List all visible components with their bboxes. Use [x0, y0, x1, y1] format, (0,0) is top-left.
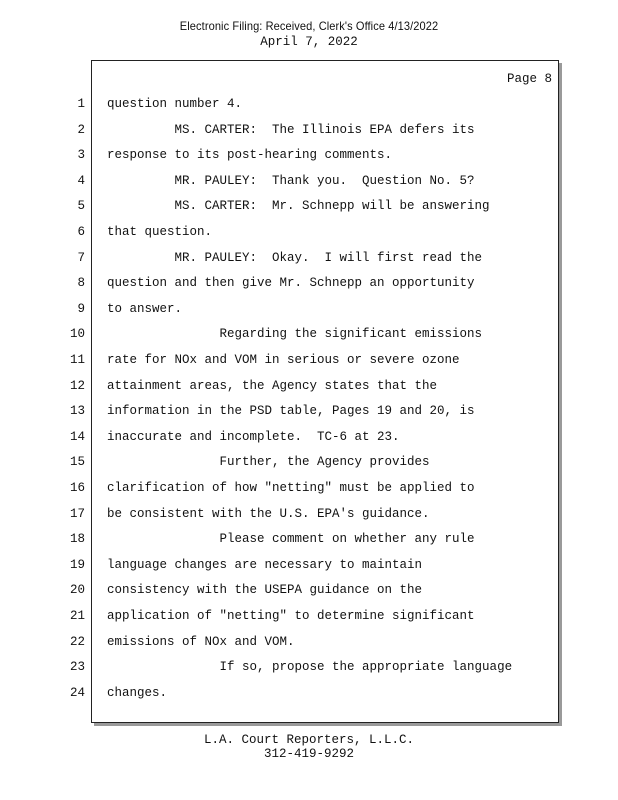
line-number: 24: [69, 685, 85, 700]
line-number: 5: [77, 199, 85, 214]
filing-stamp: Electronic Filing: Received, Clerk's Office 4/13/2022: [179, 19, 439, 33]
line-number: 2: [77, 122, 85, 137]
line-text: consistency with the USEPA guidance on the: [107, 583, 423, 598]
line-number: 18: [69, 532, 85, 547]
line-text: MS. CARTER: Mr. Schnepp will be answering: [107, 199, 490, 214]
line-number: 22: [69, 634, 85, 649]
line-text: Further, the Agency provides: [107, 455, 430, 470]
line-number: 21: [69, 609, 85, 623]
line-number: 19: [69, 557, 85, 572]
line-number: 11: [69, 353, 85, 367]
line-text: MR. PAULEY: Thank you. Question No. 5?: [107, 173, 475, 188]
line-text: If so, propose the appropriate language: [107, 660, 513, 675]
line-text: that question.: [107, 225, 213, 239]
line-text: to answer.: [107, 301, 183, 316]
line-text: question and then give Mr. Schnepp an opportunity: [107, 276, 475, 291]
line-number: 6: [77, 225, 85, 239]
reporter-company: L.A. Court Reporters, L.L.C.: [203, 733, 415, 747]
line-number: 7: [77, 250, 85, 265]
transcript-date: April 7, 2022: [260, 35, 358, 49]
line-text: rate for NOx and VOM in serious or severe ozone: [107, 353, 460, 367]
line-text: clarification of how "netting" must be applied to: [107, 481, 475, 495]
line-number: 13: [69, 404, 85, 419]
line-text: be consistent with the U.S. EPA's guidance.: [107, 506, 430, 521]
line-text: question number 4.: [107, 97, 243, 111]
line-number: 1: [77, 97, 85, 111]
line-text: MR. PAULEY: Okay. I will first read the: [107, 250, 483, 265]
line-text: language changes are necessary to maintain: [107, 557, 423, 572]
reporter-phone: 312-419-9292: [263, 747, 354, 761]
line-number: 9: [77, 301, 85, 316]
line-number: 10: [69, 327, 85, 342]
line-number: 4: [77, 173, 85, 188]
line-number: 17: [69, 506, 85, 521]
transcript-page: [69, 60, 559, 723]
line-text: response to its post-hearing comments.: [107, 148, 393, 163]
line-text: application of "netting" to determine significant: [107, 609, 475, 623]
line-number: 14: [69, 429, 85, 444]
line-number: 20: [69, 583, 85, 598]
line-number: 23: [69, 660, 85, 675]
page-number: Page 8: [506, 72, 552, 86]
line-text: MS. CARTER: The Illinois EPA defers its: [107, 122, 475, 137]
line-number: 16: [69, 481, 85, 495]
line-number: 12: [69, 378, 85, 393]
line-text: information in the PSD table, Pages 19 and 20, is: [107, 404, 475, 419]
line-text: changes.: [107, 685, 168, 700]
line-text: emissions of NOx and VOM.: [107, 634, 295, 649]
line-text: inaccurate and incomplete. TC-6 at 23.: [107, 429, 400, 444]
line-text: attainment areas, the Agency states that the: [107, 378, 438, 393]
line-number: 15: [69, 455, 85, 470]
line-number: 3: [77, 148, 85, 163]
line-text: Please comment on whether any rule: [107, 532, 475, 547]
line-text: Regarding the significant emissions: [107, 327, 483, 342]
line-number: 8: [77, 276, 85, 291]
